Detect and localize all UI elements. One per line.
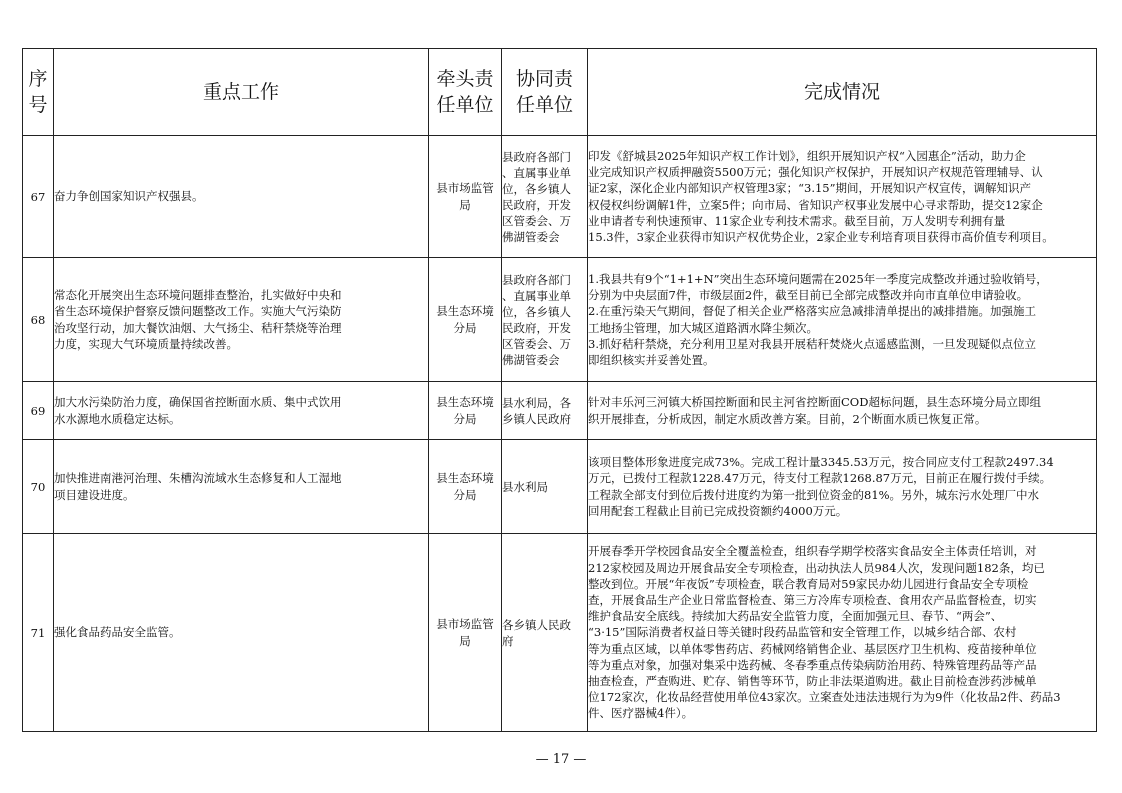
task-line: 奋力争创国家知识产权强县。 bbox=[54, 189, 204, 204]
status-cell bbox=[588, 382, 1097, 440]
coop-line: 乡镇人民政府 bbox=[502, 411, 571, 426]
key-task-cell bbox=[54, 440, 429, 534]
status-line: 分别为中央层面7件，市级层面2件，截至目前已全部完成整改并向市直单位申请验收。 bbox=[588, 288, 1029, 303]
row-number: 69 bbox=[23, 382, 54, 440]
coop-line: 位，各乡镇人 bbox=[502, 304, 571, 319]
coop-unit-cell bbox=[502, 136, 588, 258]
status-cell bbox=[588, 534, 1097, 732]
coop-unit-cell bbox=[502, 382, 588, 440]
coop-line: 府 bbox=[502, 633, 514, 648]
table-row bbox=[23, 534, 1097, 732]
status-line: 等为重点对象，加强对集采中选药械、冬春季重点传染病防治用药、特殊管理药品等产品 bbox=[588, 657, 1037, 672]
status-line: 该项目整体形象进度完成73%。完成工程计量3345.53万元，按合同应支付工程款2497.34 bbox=[588, 455, 1054, 470]
lead-unit-cell bbox=[429, 136, 502, 258]
status-line: 抽查检查，严查购进、贮存、销售等环节，防止非法渠道购进。截止目前检查涉药涉械单 bbox=[588, 674, 1037, 688]
coop-line: 县水利局 bbox=[502, 479, 548, 494]
lead-line: 分局 bbox=[453, 320, 477, 335]
lead-line: 分局 bbox=[453, 411, 477, 426]
work-table bbox=[22, 48, 1097, 732]
task-line: 力度，实现大气环境质量持续改善。 bbox=[54, 337, 238, 351]
coop-unit-cell bbox=[502, 534, 588, 732]
status-line: 工地扬尘管理，加大城区道路洒水降尘频次。 bbox=[588, 320, 818, 335]
coop-unit-cell bbox=[502, 440, 588, 534]
task-line: 治攻坚行动，加大餐饮油烟、大气扬尘、秸秆禁烧等治理 bbox=[54, 320, 342, 335]
header-status: 完成情况 bbox=[588, 49, 1097, 136]
status-line: 工程款全部支付到位后拨付进度约为第一批到位资金的81%。另外，城东污水处理厂中水 bbox=[588, 487, 1040, 502]
table-body bbox=[23, 136, 1097, 732]
lead-line: 局 bbox=[459, 197, 471, 212]
status-line: 等为重点区域，以单体零售药店、药械网络销售企业、基层医疗卫生机构、疫苗接种单位 bbox=[588, 641, 1037, 656]
status-line: “3·15”国际消费者权益日等关键时段药品监管和安全管理工作，以城乡结合部、农村 bbox=[588, 625, 1017, 640]
status-line: 件、医疗器械4件）。 bbox=[588, 706, 694, 721]
key-task-cell bbox=[54, 136, 429, 258]
table-row bbox=[23, 440, 1097, 534]
task-line: 水水源地水质稳定达标。 bbox=[54, 411, 181, 426]
table-row bbox=[23, 382, 1097, 440]
row-number: 71 bbox=[23, 534, 54, 732]
lead-unit-cell bbox=[429, 258, 502, 382]
lead-line: 分局 bbox=[453, 487, 477, 502]
coop-line: 县水利局，各 bbox=[502, 395, 571, 410]
table-row bbox=[23, 258, 1097, 382]
row-number: 67 bbox=[23, 136, 54, 258]
lead-line: 县生态环境 bbox=[436, 470, 494, 485]
task-line: 强化食品药品安全监管。 bbox=[54, 625, 181, 640]
coop-line: 民政府，开发 bbox=[502, 320, 571, 335]
status-line: 印发《舒城县2025年知识产权工作计划》，组织开展知识产权“入园惠企”活动，助力企 bbox=[588, 148, 1026, 163]
status-line: 织开展排查，分析成因，制定水质改善方案。目前，2个断面水质已恢复正常。 bbox=[588, 411, 987, 426]
status-line: 开展春季开学校园食品安全全覆盖检查，组织春学期学校落实食品安全主体责任培训，对 bbox=[588, 544, 1037, 559]
status-line: 针对丰乐河三河镇大桥国控断面和民主河省控断面COD超标问题，县生态环境分局立即组 bbox=[588, 395, 1041, 410]
coop-line: 位，各乡镇人 bbox=[502, 181, 571, 196]
lead-unit-cell bbox=[429, 382, 502, 440]
header-coop-unit: 协同责 任单位 bbox=[502, 49, 588, 136]
status-line: 即组织核实并妥善处置。 bbox=[588, 352, 715, 367]
key-task-cell bbox=[54, 258, 429, 382]
status-line: 证2家，深化企业内部知识产权管理3家；“3.15”期间，开展知识产权宣传，调解知识产 bbox=[588, 181, 1031, 196]
page-number: — 17 — bbox=[535, 752, 587, 767]
status-line: 3.抓好秸秆禁烧，充分利用卫星对我县开展秸秆焚烧火点遥感监测，一旦发现疑似点位立 bbox=[588, 336, 1036, 351]
coop-line: 县政府各部门 bbox=[502, 272, 571, 287]
status-line: 业申请者专利快速预审、11家企业专利技术需求。截至目前，万人发明专利拥有量 bbox=[588, 213, 1006, 228]
coop-line: 佛湖管委会 bbox=[502, 229, 560, 244]
header-index: 序 号 bbox=[23, 49, 54, 136]
status-line: 维护食品安全底线。持续加大药品安全监管力度，全面加强元旦、春节、“两会”、 bbox=[588, 609, 1003, 624]
lead-line: 县市场监管 bbox=[436, 180, 494, 195]
task-line: 省生态环境保护督察反馈问题整改工作。实施大气污染防 bbox=[54, 304, 342, 318]
row-number: 70 bbox=[23, 440, 54, 534]
coop-line: 区管委会、万 bbox=[502, 336, 571, 351]
status-line: 查，开展食品生产企业日常监督检查、第三方冷库专项检查、食用农产品监督检查，切实 bbox=[588, 592, 1037, 607]
status-line: 权侵权纠纷调解1件，立案5件；向市局、省知识产权事业发展中心寻求帮助，提交12家企 bbox=[588, 197, 1043, 212]
key-task-cell bbox=[54, 382, 429, 440]
task-line: 加大水污染防治力度，确保国省控断面水质、集中式饮用 bbox=[54, 395, 342, 409]
status-cell bbox=[588, 258, 1097, 382]
lead-line: 县市场监管 bbox=[436, 616, 494, 631]
task-line: 加快推进南港河治理、朱槽沟流域水生态修复和人工湿地 bbox=[54, 471, 342, 485]
status-cell bbox=[588, 136, 1097, 258]
lead-unit-cell bbox=[429, 534, 502, 732]
status-line: 整改到位。开展“年夜饭”专项检查，联合教育局对59家民办幼儿园进行食品安全专项检 bbox=[588, 576, 1029, 591]
status-line: 15.3件，3家企业获得市知识产权优势企业，2家企业专利培育项目获得市高价值专利项目。 bbox=[588, 229, 1054, 244]
lead-line: 县生态环境 bbox=[436, 394, 494, 409]
lead-line: 县生态环境 bbox=[436, 303, 494, 318]
row-number: 68 bbox=[23, 258, 54, 382]
table-header-row bbox=[23, 49, 1097, 136]
coop-line: 区管委会、万 bbox=[502, 213, 571, 228]
coop-unit-cell bbox=[502, 258, 588, 382]
status-line: 212家校园及周边开展食品安全专项检查，出动执法人员984人次，发现问题182条，均已 bbox=[588, 560, 1045, 575]
status-line: 回用配套工程截止目前已完成投资额约4000万元。 bbox=[588, 503, 848, 518]
task-line: 常态化开展突出生态环境问题排查整治，扎实做好中央和 bbox=[54, 287, 342, 302]
coop-line: 县政府各部门 bbox=[502, 149, 571, 164]
header-task: 重点工作 bbox=[54, 49, 429, 136]
coop-line: 、直属事业单 bbox=[502, 288, 571, 303]
task-line: 项目建设进度。 bbox=[54, 487, 135, 502]
status-line: 业完成知识产权质押融资5500万元；强化知识产权保护，开展知识产权规范管理辅导、认 bbox=[588, 165, 1043, 180]
status-line: 1.我县共有9个“1+1+N”突出生态环境问题需在2025年一季度完成整改并通过验收销号， bbox=[588, 271, 1048, 286]
status-cell bbox=[588, 440, 1097, 534]
coop-line: 民政府，开发 bbox=[502, 197, 571, 212]
key-task-cell bbox=[54, 534, 429, 732]
lead-line: 局 bbox=[459, 633, 471, 648]
table-row bbox=[23, 136, 1097, 258]
status-line: 2.在重污染天气期间，督促了相关企业严格落实应急减排清单提出的减排措施。加强施工 bbox=[588, 304, 1036, 319]
header-lead-unit: 牵头责 任单位 bbox=[429, 49, 502, 136]
status-line: 万元，已拨付工程款1228.47万元，待支付工程款1268.87万元，目前正在履行拨付手续。 bbox=[588, 471, 1052, 486]
coop-line: 、直属事业单 bbox=[502, 165, 571, 180]
coop-line: 各乡镇人民政 bbox=[502, 617, 571, 632]
status-line: 位172家次，化妆品经营使用单位43家次。立案查处违法违规行为为9件（化妆品2件、药品3 bbox=[588, 690, 1061, 705]
coop-line: 佛湖管委会 bbox=[502, 352, 560, 367]
lead-unit-cell bbox=[429, 440, 502, 534]
